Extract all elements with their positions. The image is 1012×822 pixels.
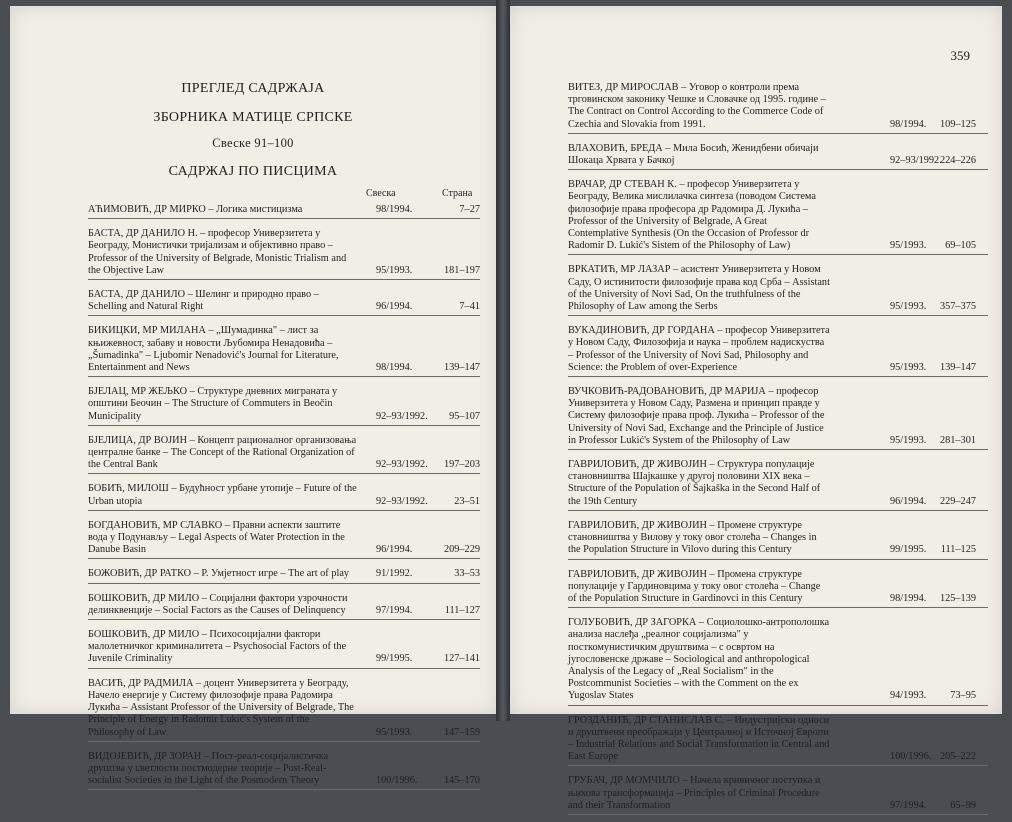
- table-row: [88, 433, 480, 475]
- entry-text: БОГДАНОВИЋ, МР СЛАВКО – Правни аспекти заштите вода у Подунављу – Legal Aspects of Water Protection in the Danube Basin: [88, 519, 345, 556]
- table-row: [568, 773, 988, 815]
- entry-text: БЈЕЛИЦА, ДР ВОЈИН – Концепт рационалног организовања централне банке – The Concept of the Rational Organization of the Central Bank: [88, 434, 357, 471]
- table-row: [568, 262, 988, 316]
- entry-volume: 100/1996.: [376, 775, 418, 787]
- entry-volume: 96/1994.: [890, 495, 927, 507]
- entry-text: ВАСИЋ, ДР РАДМИЛА – доцент Универзитета у Београду, Начело енергије у Систему филозофије права Радомира Лукића – Assistant Professor of the University of Belgrade, The Principle of Energy in Radomir Lukić's System of the Philosophy of Law: [88, 677, 354, 738]
- collection-heading: ЗБОРНИКА МАТИЦЕ СРПСКЕ: [153, 110, 353, 125]
- entry-text: ВИДОЈЕВИЋ, ДР ЗОРАН – Пост-реал-социјалистичка друштва у светлости постмодерне теорије – Post-Real-socialist Societies in the Light of the Posmodern Theory: [88, 750, 329, 787]
- review-heading: ПРЕГЛЕД САДРЖАЈА: [181, 81, 325, 96]
- entry-volume: 100/1996.: [890, 751, 932, 763]
- entry-pages: 109–125: [939, 118, 976, 130]
- entry-volume: 92–93/1992.: [890, 155, 942, 167]
- entry-text: БОШКОВИЋ, ДР МИЛО – Психосоцијални фактори малолетничког криминалитета – Psychosocial Factors of the Juvenile Criminality: [88, 629, 347, 665]
- entry-pages: 33–53: [454, 568, 480, 580]
- entry-volume: 91/1992.: [376, 568, 413, 580]
- entry-volume: 99/1995.: [890, 544, 927, 556]
- table-row: [568, 457, 988, 511]
- entry-text: БЈЕЛАЦ, МР ЖЕЉКО – Структуре дневних миграната у општини Беочин – The Structure of Commuters in Beočin Municipality: [88, 386, 338, 422]
- table-row: [568, 141, 988, 170]
- entry-volume: 95/1993.: [890, 301, 927, 313]
- entry-pages: 197–203: [443, 459, 480, 471]
- entry-pages: 145–170: [443, 775, 480, 787]
- entry-text: БАСТА, ДР ДАНИЛО – Шелинг и природно право – Schelling and Natural Right: [88, 289, 319, 313]
- entry-volume: 97/1994.: [890, 799, 927, 811]
- table-row: [88, 627, 480, 669]
- entry-pages: 127–141: [443, 653, 480, 665]
- entry-pages: 111–125: [940, 544, 976, 556]
- contents-by-author-heading: САДРЖАЈ ПО ПИСЦИМА: [168, 164, 338, 179]
- entry-pages: 229–247: [939, 495, 976, 507]
- table-row: [88, 287, 480, 316]
- entry-pages: 69–105: [945, 240, 976, 252]
- right-entry-list: [568, 80, 988, 822]
- entry-pages: 125–139: [939, 592, 976, 604]
- entry-volume: 98/1994.: [890, 118, 927, 130]
- table-row: [88, 384, 480, 426]
- entry-text: ГРУБАЧ, ДР МОМЧИЛО – Начела кривичног поступка и њихова трансформација – Principles of Criminal Procedure and their Transformation: [568, 775, 821, 811]
- left-page: [10, 6, 496, 787]
- volume-column-header: Свеска: [366, 188, 396, 199]
- table-row: [88, 676, 480, 742]
- entry-volume: 94/1993.: [890, 690, 927, 702]
- entry-pages: 23–51: [454, 495, 480, 507]
- table-row: [568, 80, 988, 134]
- table-row: [568, 384, 988, 450]
- table-row: [88, 202, 480, 219]
- entry-text: БОБИЋ, МИЛОШ – Будућност урбане утопије – Future of the Urban utopia: [88, 483, 357, 507]
- table-row: [88, 481, 480, 510]
- entry-pages: 181–197: [443, 264, 480, 276]
- table-row: [88, 226, 480, 280]
- entry-text: ГАВРИЛОВИЋ, ДР ЖИВОЈИН – Промена структуре популације у Гардиновцима у току овог столећа – Change of the Population Structure in Gardinovci in this Century: [568, 568, 821, 604]
- entry-pages: 65–99: [950, 799, 976, 811]
- entry-volume: 98/1994.: [376, 362, 413, 374]
- entry-pages: 95–107: [449, 410, 480, 422]
- entry-text: ВРКАТИЋ, МР ЛАЗАР – асистент Универзитета у Новом Саду, О истинитости филозофије права код Срба – Assistant of the University of Novi Sad, On the truthfulness of the Philosophy of Law among the Serbs: [568, 264, 830, 313]
- entry-volume: 95/1993.: [890, 240, 927, 252]
- entry-text: БОЖОВИЋ, ДР РАТКО – Р. Умјетност игре – The art of play: [88, 568, 350, 580]
- entry-pages: 7–41: [459, 301, 480, 313]
- entry-text: ГАВРИЛОВИЋ, ДР ЖИВОЈИН – Промене структуре становништва у Вилову у току овог столећа – Changes in the Population Structure in Vilovo during this Century: [568, 519, 817, 556]
- left-entry-list: [88, 202, 480, 797]
- entry-pages: 7–27: [459, 204, 480, 215]
- entry-text: ВУЧКОВИЋ-РАДОВАНОВИЋ, ДР МАРИЈА – професор Универзитета у Новом Саду, Размена и принцип правде у Систему филозофије права проф. Лукића – Professor of the University of Novi Sad, Exchange and the Principle of Justice in Professor Lukić's System of the Philosophy of Law: [568, 386, 825, 446]
- entry-text: БИКИЦКИ, МР МИЛАНА – „Шумадинка" – лист за књижевност, забаву и новости Љубомира Ненадовића – „Šumadinka" – Ljubomir Nenadović's Journal for Literature, Entertainment and News: [88, 325, 339, 374]
- entry-volume: 95/1993.: [376, 264, 413, 276]
- table-row: [88, 749, 480, 791]
- pages-column-header: Страна: [442, 188, 473, 199]
- table-row: [568, 615, 988, 705]
- entry-volume: 92–93/1992.: [376, 410, 428, 422]
- entry-pages: 111–127: [444, 604, 480, 616]
- entry-pages: 209–229: [443, 544, 480, 556]
- entry-text: ГОЛУБОВИЋ, ДР ЗАГОРКА – Социолошко-антрополошка анализа наслеђа „реалног социјализма" у посткомунистичким друштвима – с освртом на југословенске државе – Sociological and anthropological Analysis of the Legacy of „Real Socialism" in the Postcommunist Societies – with the Comment on the ex Yugoslav States: [568, 617, 830, 702]
- table-row: [88, 566, 480, 583]
- right-page: [510, 6, 1002, 811]
- book-gutter: [496, 0, 510, 721]
- entry-text: ГРОЗДАНИЋ, ДР СТАНИСЛАВ С. – Индустријски односи и друштвени преображаји у Централној и Источној Европи – Industrial Relations and Social Transformation in Central and East Europe: [568, 714, 830, 763]
- entry-volume: 98/1994.: [890, 592, 927, 604]
- entry-pages: 73–95: [950, 690, 976, 702]
- entry-pages: 139–147: [443, 362, 480, 374]
- entry-volume: 92–93/1992.: [376, 495, 428, 507]
- entry-text: ВЛАХОВИЋ, БРЕДА – Мила Босић, Женидбени обичаји Шокаца Хрвата у Бачкој: [568, 142, 819, 167]
- entry-volume: 96/1994.: [376, 301, 413, 313]
- entry-pages: 281–301: [939, 434, 976, 446]
- entry-text: БОШКОВИЋ, ДР МИЛО – Социјални фактори узрочности делинквенције – Social Factors as the Causes of Delinquency: [88, 592, 348, 616]
- table-row: [568, 713, 988, 767]
- table-row: [88, 518, 480, 560]
- entry-text: ВУКАДИНОВИЋ, ДР ГОРДАНА – професор Универзитета у Новом Саду, Филозофија и наука – проблем надискуства – Professor of the University of Novi Sad, Philosophy and Science: the Problem of over-Experience: [568, 325, 830, 373]
- entry-pages: 139–147: [939, 361, 976, 373]
- table-row: [568, 323, 988, 377]
- table-row: [88, 323, 480, 377]
- entry-text: АЋИМОВИЋ, ДР МИРКО – Логика мистицизма: [88, 204, 303, 215]
- entry-text: ГАВРИЛОВИЋ, ДР ЖИВОЈИН – Структура популације становништва Шајкашке у другој половини XIX века – Structure of the Population of Šajkaška in the Second Half of the 19th Century: [568, 459, 821, 507]
- table-row: [568, 567, 988, 609]
- page-number: 359: [950, 48, 970, 63]
- entry-text: БАСТА, ДР ДАНИЛО Н. – професор Универзитета у Београду, Монистички тријализам и објективно право – Professor of the University of Belgrade, Monistic Trialism and the Objective Law: [88, 228, 347, 276]
- entry-pages: 205–222: [939, 751, 976, 763]
- table-row: [568, 518, 988, 560]
- volumes-heading: Свеске 91–100: [212, 136, 294, 150]
- entry-volume: 96/1994.: [376, 544, 413, 556]
- entry-pages: 147–159: [443, 726, 480, 738]
- table-row: [88, 591, 480, 620]
- entry-volume: 92–93/1992.: [376, 459, 428, 471]
- entry-volume: 95/1993.: [890, 361, 927, 373]
- entry-volume: 99/1995.: [376, 653, 413, 665]
- entry-text: ВРАЧАР, ДР СТЕВАН К. – професор Универзитета у Београду, Велика мислилачка синтеза (поводом Система филозофије права професора др Радомира Д. Лукића – Professor of the University of Belgrade, A Great Contemplative Synthesis (On the Occasion of Professor dr Radomir D. Lukić's Sistem of the Philosophy of Law): [568, 179, 816, 252]
- entry-pages: 357–375: [939, 301, 976, 313]
- entry-volume: 98/1994.: [376, 204, 413, 215]
- entry-volume: 97/1994.: [376, 604, 413, 616]
- entry-text: ВИТЕЗ, ДР МИРОСЛАВ – Уговор о контроли према трговинском законику Чешке и Словачке од 1995. године – The Contract on Control According to the Commerce Code of Czechia and Slovakia from 1991.: [568, 82, 826, 130]
- table-row: [568, 177, 988, 255]
- entry-volume: 95/1993.: [376, 726, 413, 738]
- entry-pages: 224–226: [939, 155, 976, 167]
- entry-volume: 95/1993.: [890, 434, 927, 446]
